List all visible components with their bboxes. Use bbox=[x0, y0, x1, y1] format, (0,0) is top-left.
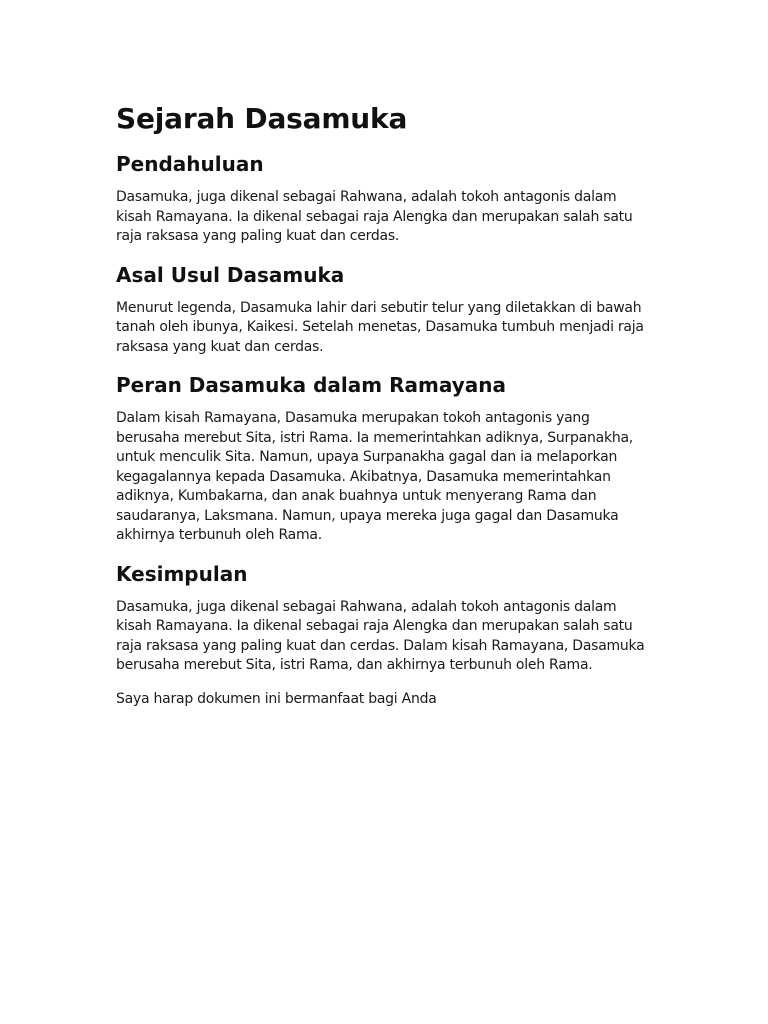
section-heading-pendahuluan: Pendahuluan bbox=[116, 152, 264, 176]
section-text-asal-usul: Menurut legenda, Dasamuka lahir dari sebutir telur yang diletakkan di bawah tanah oleh ibunya, Kaikesi. Setelah menetas, Dasamuka tumbuh menjadi raja raksasa yang kuat dan cerdas. bbox=[116, 299, 644, 355]
document-page bbox=[116, 100, 656, 723]
section-text-kesimpulan: Dasamuka, juga dikenal sebagai Rahwana, adalah tokoh antagonis dalam kisah Ramayana. Ia dikenal sebagai raja Alengka dan merupakan salah satu raja raksasa yang paling kuat dan cerdas. Dalam kisah Ramayana, Dasamuka berusaha merebut Sita, istri Rama, dan akhirnya terbunuh oleh Rama. bbox=[116, 598, 645, 673]
section-text-pendahuluan: Dasamuka, juga dikenal sebagai Rahwana, adalah tokoh antagonis dalam kisah Ramayana. Ia dikenal sebagai raja Alengka dan merupakan salah satu raja raksasa yang paling kuat dan cerdas. bbox=[116, 189, 633, 244]
section-heading-asal-usul: Asal Usul Dasamuka bbox=[116, 262, 345, 287]
section-heading-kesimpulan: Kesimpulan bbox=[116, 561, 248, 586]
section-heading-peran: Peran Dasamuka dalam Ramayana bbox=[116, 373, 506, 397]
document-title: Sejarah Dasamuka bbox=[116, 102, 408, 135]
closing-text: Saya harap dokumen ini bermanfaat bagi Anda bbox=[116, 690, 437, 707]
section-text-peran: Dalam kisah Ramayana, Dasamuka merupakan tokoh antagonis yang berusaha merebut Sita, istri Rama. Ia memerintahkan adiknya, Surpanakha, untuk menculik Sita. Namun, upaya Surpanakha gagal dan ia melaporkan kegagalannya kepada Dasamuka. Akibatnya, Dasamuka memerintahkan adiknya, Kumbakarna, dan anak buahnya untuk menyerang Rama dan saudaranya, Laksmana. Namun, upaya mereka juga gagal dan Dasamuka akhirnya terbunuh oleh Rama. bbox=[116, 410, 633, 543]
